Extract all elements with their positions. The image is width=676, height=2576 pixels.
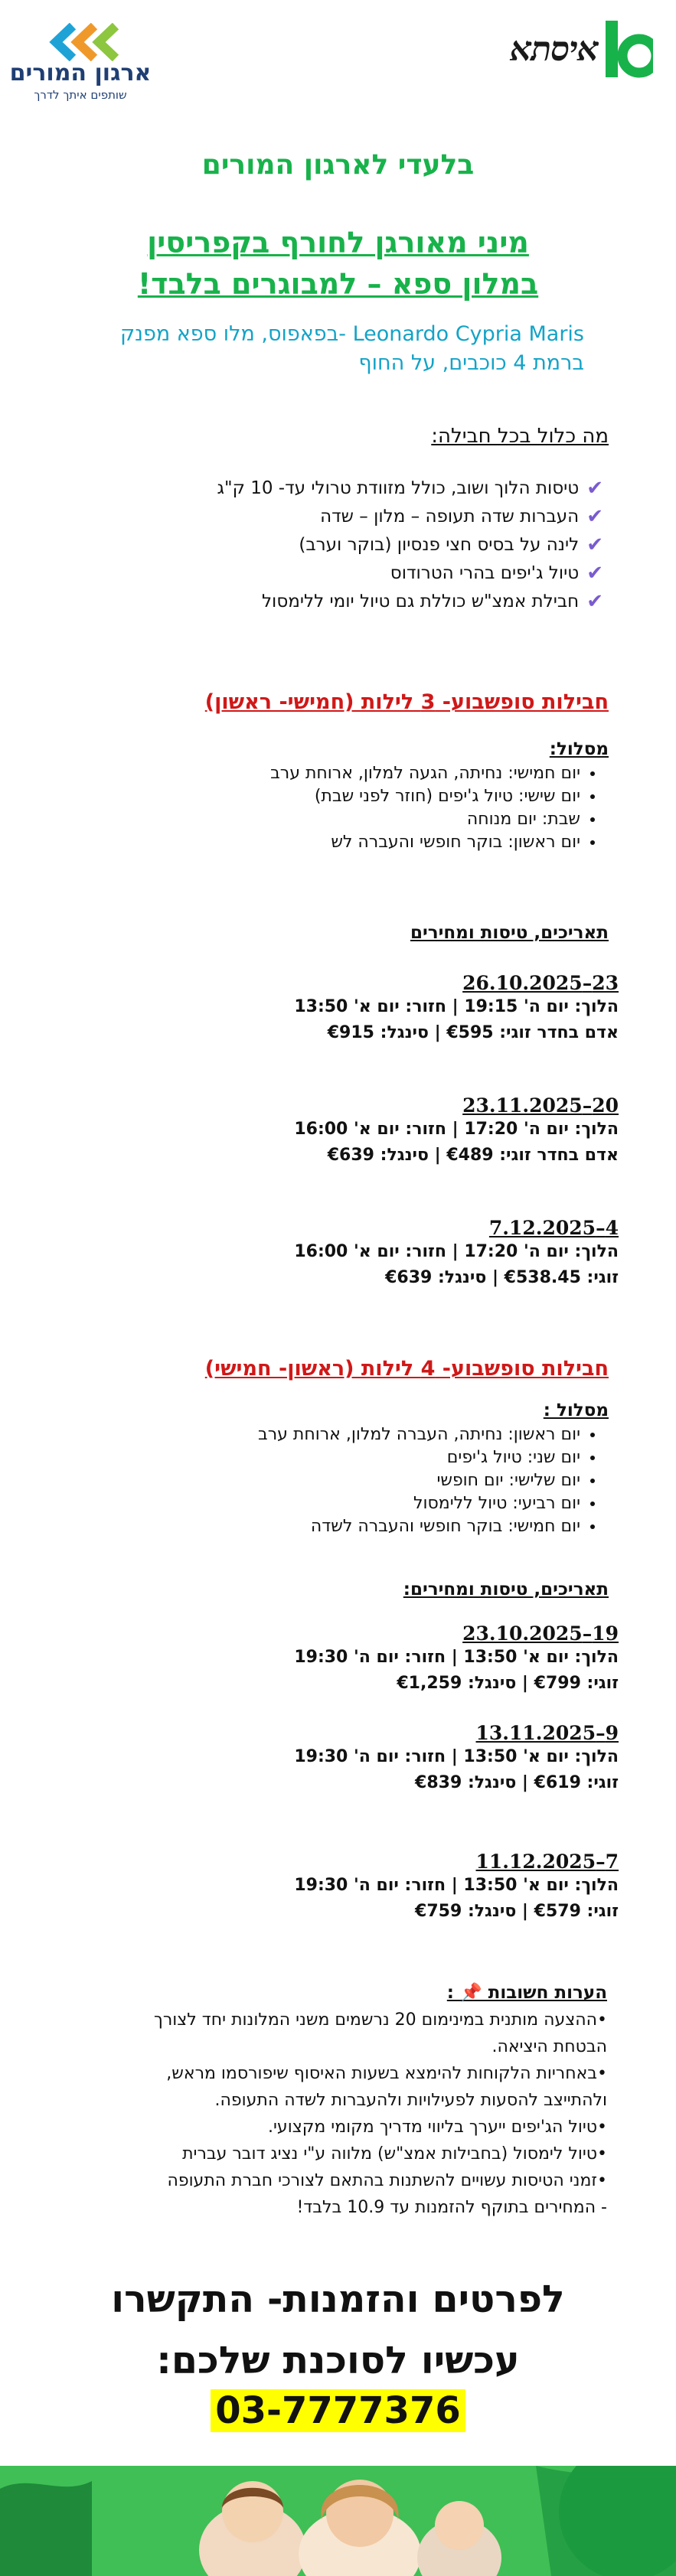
flight-times: הלוך: יום ה' 19:15 | חזור: יום א' 13:50 xyxy=(294,997,619,1016)
package1-dates-title: תאריכים, טיסות ומחירים xyxy=(410,923,609,943)
date-range: 20–23.11.2025 xyxy=(462,1094,619,1117)
subtitle-line-2: במלון ספא – למבוגרים בלבד! xyxy=(137,267,539,301)
cta-line-1: לפרטים והזמנות- התקשרו xyxy=(111,2278,565,2321)
date-range: 23–26.10.2025 xyxy=(462,972,619,994)
teachers-org-tagline: שותפים איתך לדרך xyxy=(34,88,127,102)
notes-list xyxy=(56,2007,607,2221)
note-line: •זמני הטיסות עשויים להשתנות בהתאם לצורכי חברת התעופה xyxy=(167,2171,607,2190)
page-subtitle xyxy=(0,222,676,305)
package1-title: חבילות סופשבוע- 3 לילות (חמישי- ראשון) xyxy=(204,690,609,714)
issta-logo xyxy=(510,19,653,79)
price-line: אדם בחדר זוגי: €489 | סינגל: €639 xyxy=(327,1146,619,1165)
note-line: - המחירים בתוקף להזמנות עד 10.9 בלבד! xyxy=(296,2198,607,2217)
list-item: • יום שני: טיול ג'יפים xyxy=(258,1446,580,1469)
list-item: • יום ראשון: נחיתה, העברה למלון, ארוחת ערב xyxy=(258,1423,580,1446)
package1-route-list xyxy=(270,762,603,854)
check-icon: ✔ xyxy=(586,477,603,500)
header xyxy=(0,0,676,130)
date-block xyxy=(294,1217,619,1291)
list-item: ✔ העברות שדה תעופה – מלון – שדה xyxy=(217,503,603,531)
price-line: זוגי: €579 | סינגל: €759 xyxy=(415,1902,619,1921)
subtitle-line-1: מיני מאורגן לחורף בקפריסין xyxy=(147,226,529,259)
package2-dates-title: תאריכים, טיסות ומחירים: xyxy=(403,1580,609,1599)
list-item: • יום רביעי: טיול ללימסול xyxy=(258,1492,580,1515)
package2-title: חבילות סופשבוע- 4 לילות (ראשון- חמישי) xyxy=(204,1357,609,1381)
phone-number[interactable] xyxy=(0,2389,676,2432)
date-range: 19–23.10.2025 xyxy=(462,1622,619,1645)
check-icon: ✔ xyxy=(586,533,603,556)
check-icon: ✔ xyxy=(586,505,603,528)
date-block xyxy=(294,972,619,1046)
date-block xyxy=(294,1850,619,1925)
date-block xyxy=(294,1622,619,1697)
flight-times: הלוך: יום ה' 17:20 | חזור: יום א' 16:00 xyxy=(294,1242,619,1261)
footer-photo-illustration xyxy=(0,2466,676,2576)
issta-logo-icon xyxy=(606,19,653,79)
notes-title: הערות חשובות 📌 : xyxy=(446,1983,607,2003)
list-item: ✔ טיסות הלוך ושוב, כולל מזוודת טרולי עד- 10 ק"ג xyxy=(217,474,603,503)
includes-list xyxy=(217,474,603,616)
note-line: •טיול הג'יפים ייערך בליווי מדריך מקומי מקצועי. xyxy=(268,2118,607,2137)
teachers-org-logo xyxy=(8,23,153,102)
package1-route-title: מסלול: xyxy=(549,739,609,759)
date-block xyxy=(294,1094,619,1169)
date-block xyxy=(294,1722,619,1796)
note-line: •ההצעה מותנית במינימום 20 נרשמים משני המלונות יחד לצורך xyxy=(154,2010,607,2030)
price-line: זוגי: €538.45 | סינגל: €639 xyxy=(385,1268,619,1287)
package2-route-title: מסלול : xyxy=(543,1400,609,1420)
package2-route-list xyxy=(258,1423,603,1538)
list-item: • שבת: יום מנוחה xyxy=(270,808,580,831)
flight-times: הלוך: יום א' 13:50 | חזור: יום ה' 19:30 xyxy=(294,1747,619,1766)
cta xyxy=(0,2269,676,2392)
phone-number-text[interactable]: 03-7777376 xyxy=(211,2389,465,2432)
list-item: ✔ לינה על בסיס חצי פנסיון (בוקר וערב) xyxy=(217,531,603,559)
footer-banner xyxy=(0,2466,676,2576)
cta-line-2: עכשיו לסוכנת שלכם: xyxy=(156,2339,520,2382)
note-line: •טיול לימסול (בחבילות אמצ"ש) מלווה ע"י נציג דובר עברית xyxy=(182,2144,607,2164)
hotel-line-1: Leonardo Cypria Maris -בפאפוס, מלו ספא מפנק xyxy=(120,322,584,346)
chevrons-icon xyxy=(27,23,134,61)
page-title: בלעדי לארגון המורים xyxy=(201,149,475,181)
note-line: •באחריות הלקוחות להימצא בשעות האיסוף שיפורסמו מראש, xyxy=(166,2064,607,2083)
list-item: • יום שישי: טיול ג'יפים (חוזר לפני שבת) xyxy=(270,785,580,808)
date-range: 4–7.12.2025 xyxy=(488,1217,619,1239)
teachers-org-name: ארגון המורים xyxy=(9,60,152,86)
date-range: 9–13.11.2025 xyxy=(475,1722,619,1744)
includes-title: מה כלול בכל חבילה: xyxy=(431,425,609,448)
issta-logo-text: איסתא xyxy=(510,29,598,69)
check-icon: ✔ xyxy=(586,562,603,585)
price-line: זוגי: €799 | סינגל: €1,259 xyxy=(397,1674,619,1693)
price-line: זוגי: €619 | סינגל: €839 xyxy=(415,1773,619,1792)
list-item: • יום ראשון: בוקר חופשי והעברה לש xyxy=(270,831,580,854)
list-item: • יום חמישי: בוקר חופשי והעברה לשדה xyxy=(258,1515,580,1538)
list-item: ✔ טיול ג'יפים בהרי הטרודוס xyxy=(217,559,603,588)
list-item: ✔ חבילת אמצ"ש כוללת גם טיול יומי ללימסול xyxy=(217,588,603,616)
date-range: 7–11.12.2025 xyxy=(475,1850,619,1873)
note-line: ולהתייצב להסעות לפעילויות ולהעברות לשדה התעופה. xyxy=(214,2091,607,2110)
price-line: אדם בחדר זוגי: €595 | סינגל: €915 xyxy=(327,1023,619,1042)
list-item: • יום חמישי: נחיתה, הגעה למלון, ארוחת ערב xyxy=(270,762,580,785)
flight-times: הלוך: יום ה' 17:20 | חזור: יום א' 16:00 xyxy=(294,1120,619,1139)
hotel-line-2: ברמת 4 כוכבים, על החוף xyxy=(358,351,584,375)
check-icon: ✔ xyxy=(586,590,603,613)
note-line: הבטחת היציאה. xyxy=(491,2037,607,2056)
flight-times: הלוך: יום א' 13:50 | חזור: יום ה' 19:30 xyxy=(294,1876,619,1895)
list-item: • יום שלישי: יום חופשי xyxy=(258,1469,580,1492)
flight-times: הלוך: יום א' 13:50 | חזור: יום ה' 19:30 xyxy=(294,1648,619,1667)
